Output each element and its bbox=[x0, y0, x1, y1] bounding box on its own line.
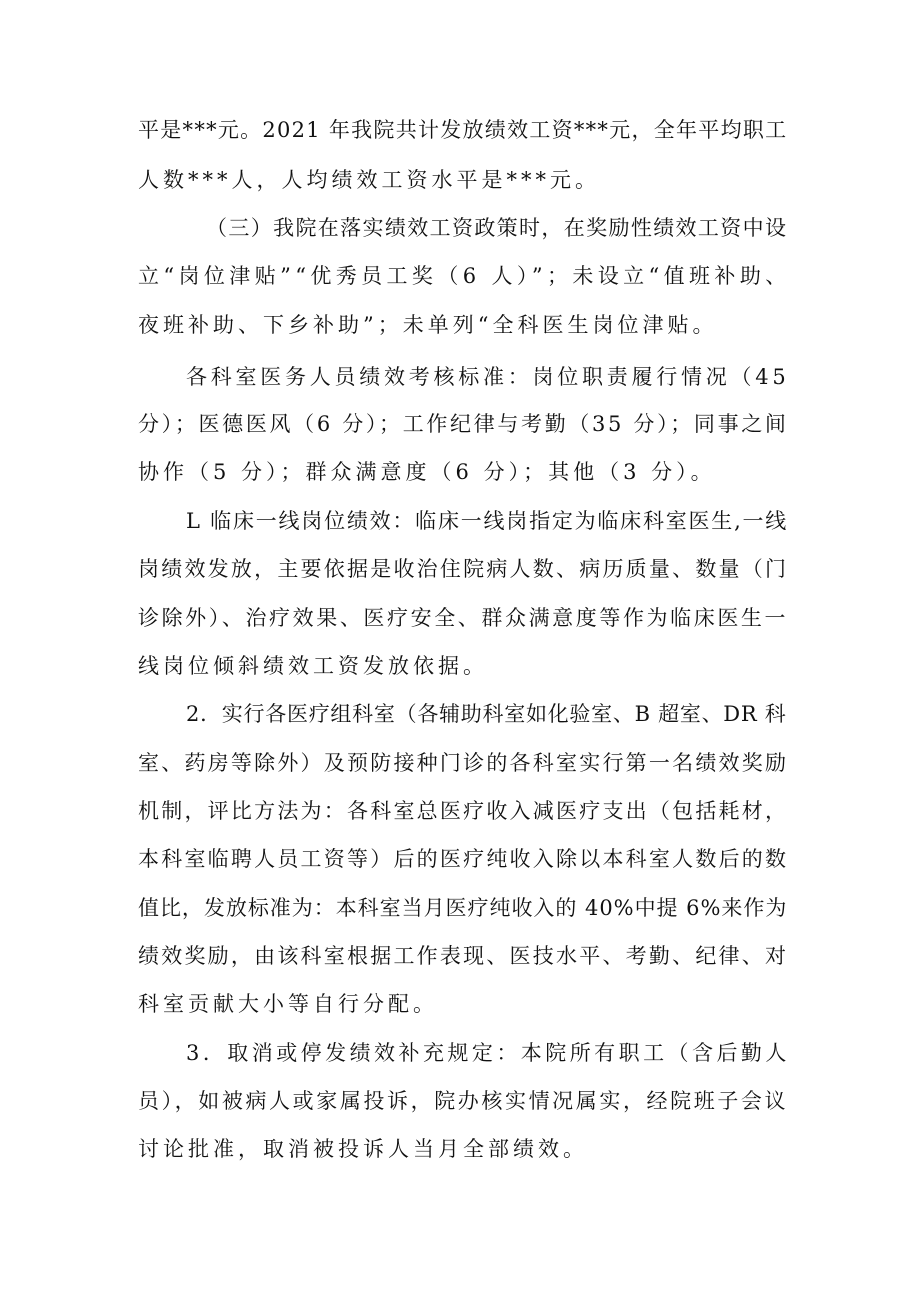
text-line-7: 分）；医德医风（6 分）；工作纪律与考勤（35 分）；同事之间 bbox=[138, 412, 789, 436]
text-line-14: 室、药房等除外）及预防接种门诊的各科室实行第一名绩效奖励 bbox=[138, 751, 789, 775]
text-line-9: L 临床一线岗位绩效：临床一线岗指定为临床科室医生,一线 bbox=[186, 509, 789, 533]
text-line-20: 3．取消或停发绩效补充规定：本院所有职工（含后勤人 bbox=[186, 1041, 790, 1065]
text-line-5: 夜班补助、下乡补助”；未单列“全科医生岗位津贴。 bbox=[138, 313, 718, 337]
text-line-22: 讨论批准，取消被投诉人当月全部绩效。 bbox=[138, 1137, 588, 1161]
text-line-19: 科室贡献大小等自行分配。 bbox=[138, 992, 438, 1016]
text-line-3: （三）我院在落实绩效工资政策时，在奖励性绩效工资中设 bbox=[206, 216, 788, 240]
text-line-13: 2．实行各医疗组科室（各辅助科室如化验室、B 超室、DR 科 bbox=[186, 702, 787, 726]
text-line-4: 立“岗位津贴”“优秀员工奖（6 人）”；未设立“值班补助、 bbox=[138, 264, 791, 288]
text-line-18: 绩效奖励，由该科室根据工作表现、医技水平、考勤、纪律、对 bbox=[138, 944, 789, 968]
text-line-1: 平是***元。2021 年我院共计发放绩效工资***元，全年平均职工 bbox=[138, 118, 788, 142]
text-line-15: 机制，评比方法为：各科室总医疗收入减医疗支出（包括耗材， bbox=[138, 799, 789, 823]
text-line-6: 各科室医务人员绩效考核标准：岗位职责履行情况（45 bbox=[186, 365, 790, 389]
text-line-2: 人数***人，人均绩效工资水平是***元。 bbox=[138, 168, 600, 192]
text-line-21: 员），如被病人或家属投诉，院办核实情况属实，经院班子会议 bbox=[138, 1089, 789, 1113]
text-line-16: 本科室临聘人员工资等）后的医疗纯收入除以本科室人数后的数 bbox=[138, 847, 789, 871]
text-line-10: 岗绩效发放，主要依据是收治住院病人数、病历质量、数量（门 bbox=[138, 557, 789, 581]
text-line-12: 线岗位倾斜绩效工资发放依据。 bbox=[138, 654, 488, 678]
text-line-17: 值比，发放标准为：本科室当月医疗纯收入的 40%中提 6%来作为 bbox=[138, 896, 788, 920]
text-line-8: 协作（5 分）；群众满意度（6 分）；其他（3 分）。 bbox=[138, 460, 716, 484]
text-line-11: 诊除外）、治疗效果、医疗安全、群众满意度等作为临床医生一 bbox=[138, 606, 789, 630]
